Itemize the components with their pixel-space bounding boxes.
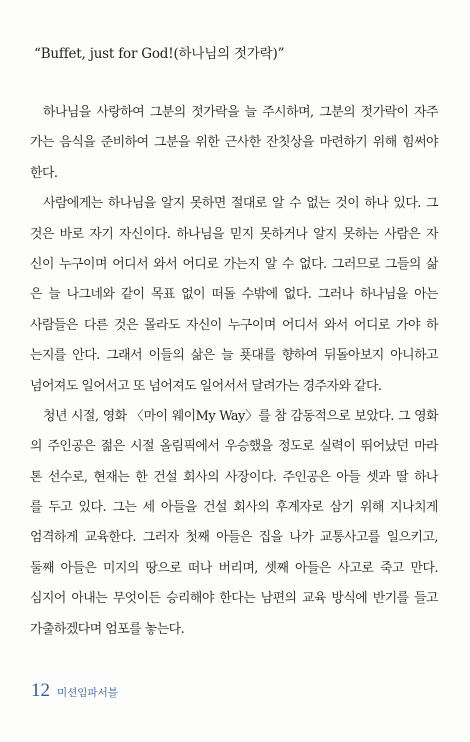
text-line: 가출하겠다며 엄포를 놓는다. [30,621,185,637]
running-title: 미션임파서블 [57,687,118,699]
text-line: 하나님을 사랑하여 그분의 젓가락을 늘 주시하며, 그분의 젓가락이 자주 [43,105,438,120]
text-line: 것은 바로 자기 자신이다. 하나님을 믿지 못하거나 알지 못하는 사람은 자 [30,226,438,242]
page-footer [31,680,118,702]
text-line: 의 주인공은 젊은 시절 올림픽에서 우승했을 정도로 실력이 뛰어났던 마라 [30,439,438,455]
text-line: 사람들은 다른 것은 몰라도 자신이 누구이며 어디서 와서 어디로 가야 하 [30,317,438,333]
text-line: 청년 시절, 영화 〈마이 웨이My Way〉를 참 감동적으로 보았다. 그 영화 [43,408,438,424]
text-line: 톤 선수로, 현재는 한 건설 회사의 사장이다. 주인공은 아들 셋과 딸 하나 [30,469,438,485]
body-text [30,98,438,645]
text-line: 엄격하게 교육한다. 그러자 첫째 아들은 집을 나가 교통사고를 일으키고, [30,530,438,546]
text-line: 심지어 아내는 무엇이든 승리해야 한다는 남편의 교육 방식에 반기를 들고 [30,591,438,607]
text-line: 둘째 아들은 미지의 땅으로 떠나 버리며, 셋째 아들은 사고로 죽고 만다. [30,560,438,576]
text-line: 한다. [30,165,58,181]
text-line: 를 두고 있다. 그는 세 아들을 건설 회사의 후계자로 삼기 위해 지나치게 [30,500,438,516]
text-line: 사람에게는 하나님을 알지 못하면 절대로 알 수 없는 것이 하나 있다. 그 [43,196,438,212]
text-line: 가는 음식을 준비하여 그분을 위한 근사한 잔칫상을 마련하기 위해 힘써야 [30,135,438,151]
page-number: 12 [31,680,50,701]
text-line: 신이 누구이며 어디서 와서 어디로 가는지 알 수 없다. 그러므로 그들의 삶 [30,256,438,272]
epigraph-quote: “Buffet, just for God!(하나님의 젓가락)” [34,46,285,62]
text-line: 는지를 안다. 그래서 이들의 삶은 늘 푯대를 향하여 뒤돌아보지 아니하고 [30,348,438,364]
text-line: 넘어져도 일어서고 또 넘어져도 일어서서 달려가는 경주자와 같다. [30,378,382,394]
text-line: 은 늘 나그네와 같이 목표 없이 떠돌 수밖에 없다. 그러나 하나님을 아는 [30,287,438,303]
